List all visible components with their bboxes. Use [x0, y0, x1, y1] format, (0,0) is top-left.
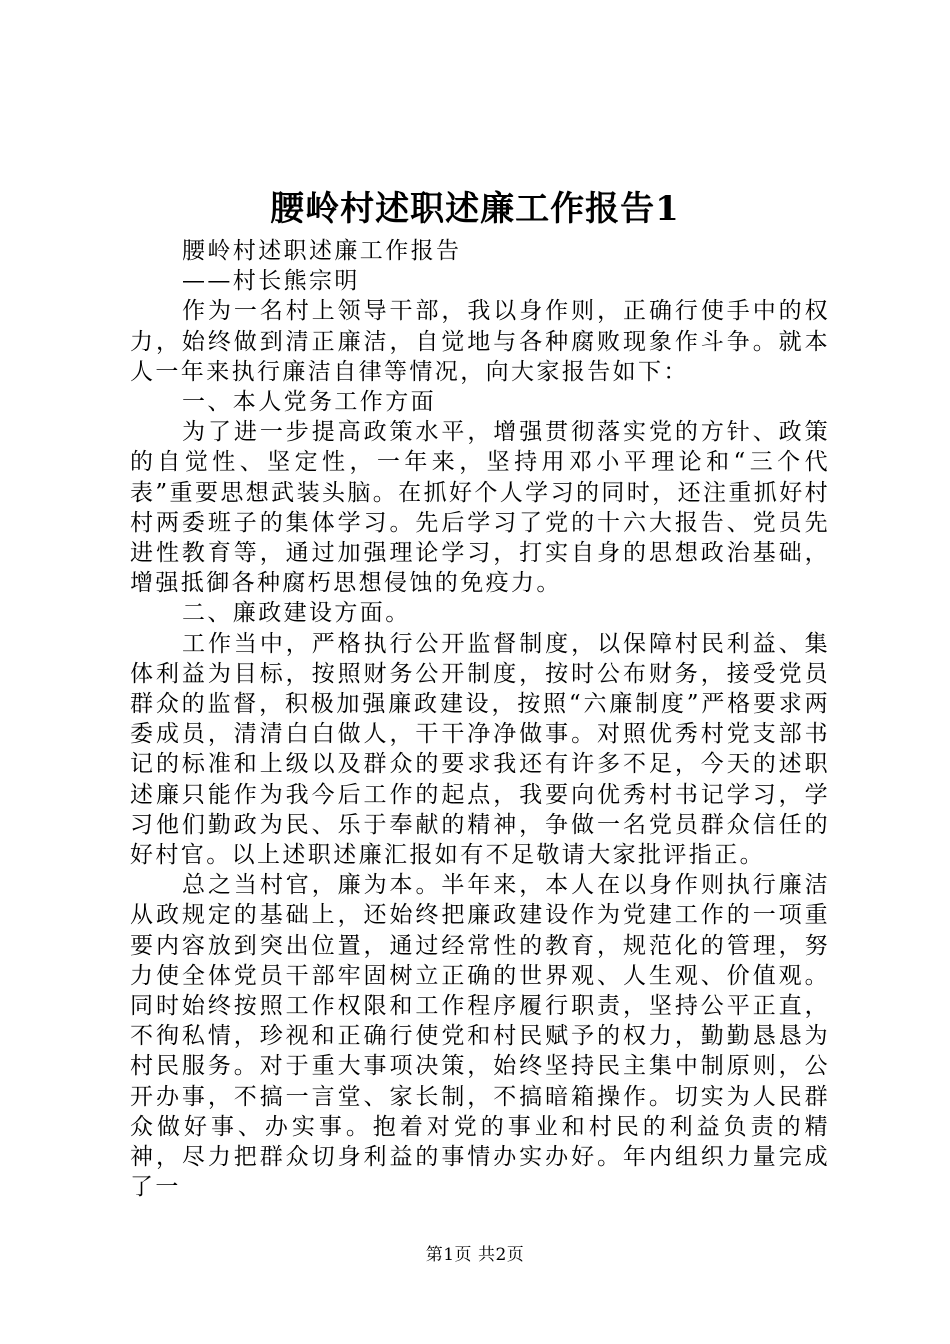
- document-title: 腰岭村述职述廉工作报告1: [270, 189, 680, 229]
- paragraph-intro: 作为一名村上领导干部，我以身作则，正确行使手中的权力，始终做到清正廉洁，自觉地与各种腐败现象作斗争。就本人一年来执行廉洁自律等情况，向大家报告如下：: [130, 298, 830, 385]
- section-heading-party-work: 一、本人党务工作方面: [182, 389, 436, 416]
- paragraph-party-work: 为了进一步提高政策水平，增强贯彻落实党的方针、政策的自觉性、坚定性，一年来，坚持用邓小平理论和“三个代表”重要思想武装头脑。在抓好个人学习的同时，还注重抓好村村两委班子的集体学习。先后学习了党的十六大报告、党员先进性教育等，通过加强理论学习，打实自身的思想政治基础，增强抵御各种腐朽思想侵蚀的免疫力。: [130, 419, 830, 597]
- section-heading-integrity: 二、廉政建设方面。: [182, 600, 411, 627]
- document-body: [130, 236, 830, 1203]
- paragraph-summary: 总之当村官，廉为本。半年来，本人在以身作则执行廉洁从政规定的基础上，还始终把廉政建设作为党建工作的一项重要内容放到突出位置，通过经常性的教育，规范化的管理，努力使全体党员干部牢固树立正确的世界观、人生观、价值观。同时始终按照工作权限和工作程序履行职责，坚持公平正直，不徇私情，珍视和正确行使党和村民赋予的权力，勤勤恳恳为村民服务。对于重大事项决策，始终坚持民主集中制原则，公开办事，不搞一言堂、家长制，不搞暗箱操作。切实为人民群众做好事、办实事。抱着对党的事业和村民的利益负责的精神，尽力把群众切身利益的事情办实办好。年内组织力量完成了一: [130, 872, 830, 1201]
- page-footer: 第1页 共2页: [425, 1245, 525, 1265]
- report-author: ——村长熊宗明: [182, 268, 360, 295]
- report-subtitle: 腰岭村述职述廉工作报告: [182, 238, 462, 264]
- paragraph-integrity: 工作当中，严格执行公开监督制度，以保障村民利益、集体利益为目标，按照财务公开制度，按时公布财务，接受党员群众的监督，积极加强廉政建设，按照“六廉制度”严格要求两委成员，清清白白做人，干干净净做事。对照优秀村党支部书记的标准和上级以及群众的要求我还有许多不足，今天的述职述廉只能作为我今后工作的起点，我要向优秀村书记学习，学习他们勤政为民、乐于奉献的精神，争做一名党员群众信任的好村官。以上述职述廉汇报如有不足敬请大家批评指正。: [130, 630, 830, 869]
